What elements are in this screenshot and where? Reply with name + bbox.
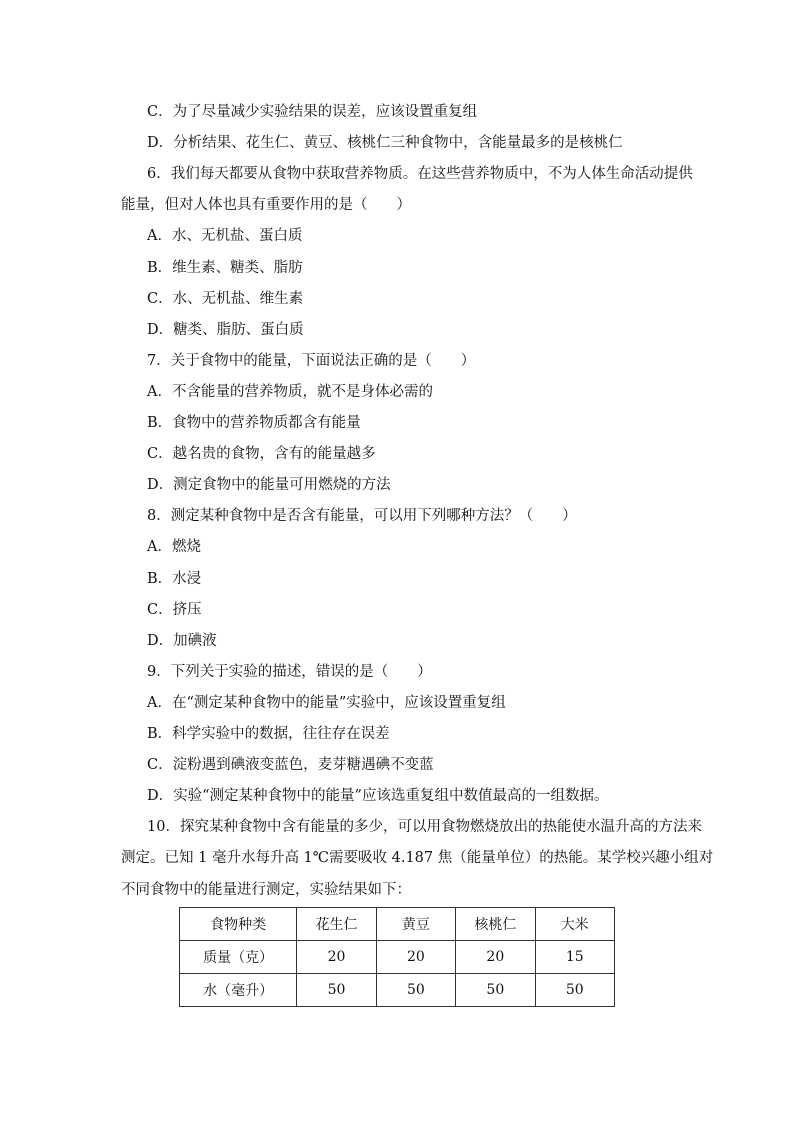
option-line: A．不含能量的营养物质，就不是身体必需的	[147, 384, 433, 400]
option-line: C．为了尽量减少实验结果的误差，应该设置重复组	[147, 104, 478, 120]
option-line: B．科学实验中的数据，往往存在误差	[147, 726, 390, 742]
option-line: B．水浸	[147, 571, 202, 587]
option-line: D．分析结果、花生仁、黄豆、核桃仁三种食物中，含能量最多的是核桃仁	[147, 135, 623, 151]
option-line: A．在“测定某种食物中的能量”实验中，应该设置重复组	[147, 695, 506, 711]
table-cell: 15	[535, 941, 614, 974]
option-line: C．淀粉遇到碘液变蓝色，麦芽糖遇碘不变蓝	[147, 757, 434, 773]
question-line: 6．我们每天都要从食物中获取营养物质。在这些营养物质中，不为人体生命活动提供	[147, 166, 693, 182]
option-line: C．水、无机盐、维生素	[147, 291, 304, 307]
table-cell: 50	[297, 974, 376, 1007]
food-energy-table	[179, 907, 615, 1007]
option-line: D．测定食物中的能量可用燃烧的方法	[147, 477, 391, 493]
table-cell: 20	[297, 941, 376, 974]
table-row	[180, 974, 615, 1007]
table-header-row	[180, 908, 615, 941]
option-line: D．糖类、脂肪、蛋白质	[147, 322, 304, 338]
table-cell: 20	[456, 941, 535, 974]
table-cell: 20	[376, 941, 455, 974]
question-line: 9．下列关于实验的描述，错误的是（ ）	[147, 664, 432, 680]
question-continuation: 能量，但对人体也具有重要作用的是（ ）	[121, 197, 411, 213]
question-line: 8．测定某种食物中是否含有能量，可以用下列哪种方法？（ ）	[147, 508, 577, 524]
question-continuation: 不同食物中的能量进行测定，实验结果如下：	[121, 882, 411, 898]
table-cell: 50	[535, 974, 614, 1007]
table-row	[180, 941, 615, 974]
table-header-cell: 食物种类	[180, 908, 297, 941]
option-line: C．挤压	[147, 602, 202, 618]
option-line: A．水、无机盐、蛋白质	[147, 228, 303, 244]
option-line: C．越名贵的食物，含有的能量越多	[147, 446, 376, 462]
question-line: 7．关于食物中的能量，下面说法正确的是（ ）	[147, 353, 476, 369]
option-line: D．加碘液	[147, 633, 217, 649]
option-line: D．实验“测定某种食物中的能量”应该选重复组中数值最高的一组数据。	[147, 788, 609, 804]
question-continuation: 测定。已知 1 毫升水每升高 1℃需要吸收 4.187 焦（能量单位）的热能。某学校兴趣小组对	[121, 850, 714, 866]
table-cell: 50	[376, 974, 455, 1007]
question-line: 10．探究某种食物中含有能量的多少，可以用食物燃烧放出的热能使水温升高的方法来	[147, 819, 702, 835]
option-line: B．食物中的营养物质都含有能量	[147, 415, 361, 431]
table-header-cell: 黄豆	[376, 908, 455, 941]
table-cell: 水（毫升）	[180, 974, 297, 1007]
table-header-cell: 大米	[535, 908, 614, 941]
option-line: B．维生素、糖类、脂肪	[147, 260, 303, 276]
table-cell: 质量（克）	[180, 941, 297, 974]
table-header-cell: 核桃仁	[456, 908, 535, 941]
table-cell: 50	[456, 974, 535, 1007]
table-header-cell: 花生仁	[297, 908, 376, 941]
option-line: A．燃烧	[147, 539, 201, 555]
